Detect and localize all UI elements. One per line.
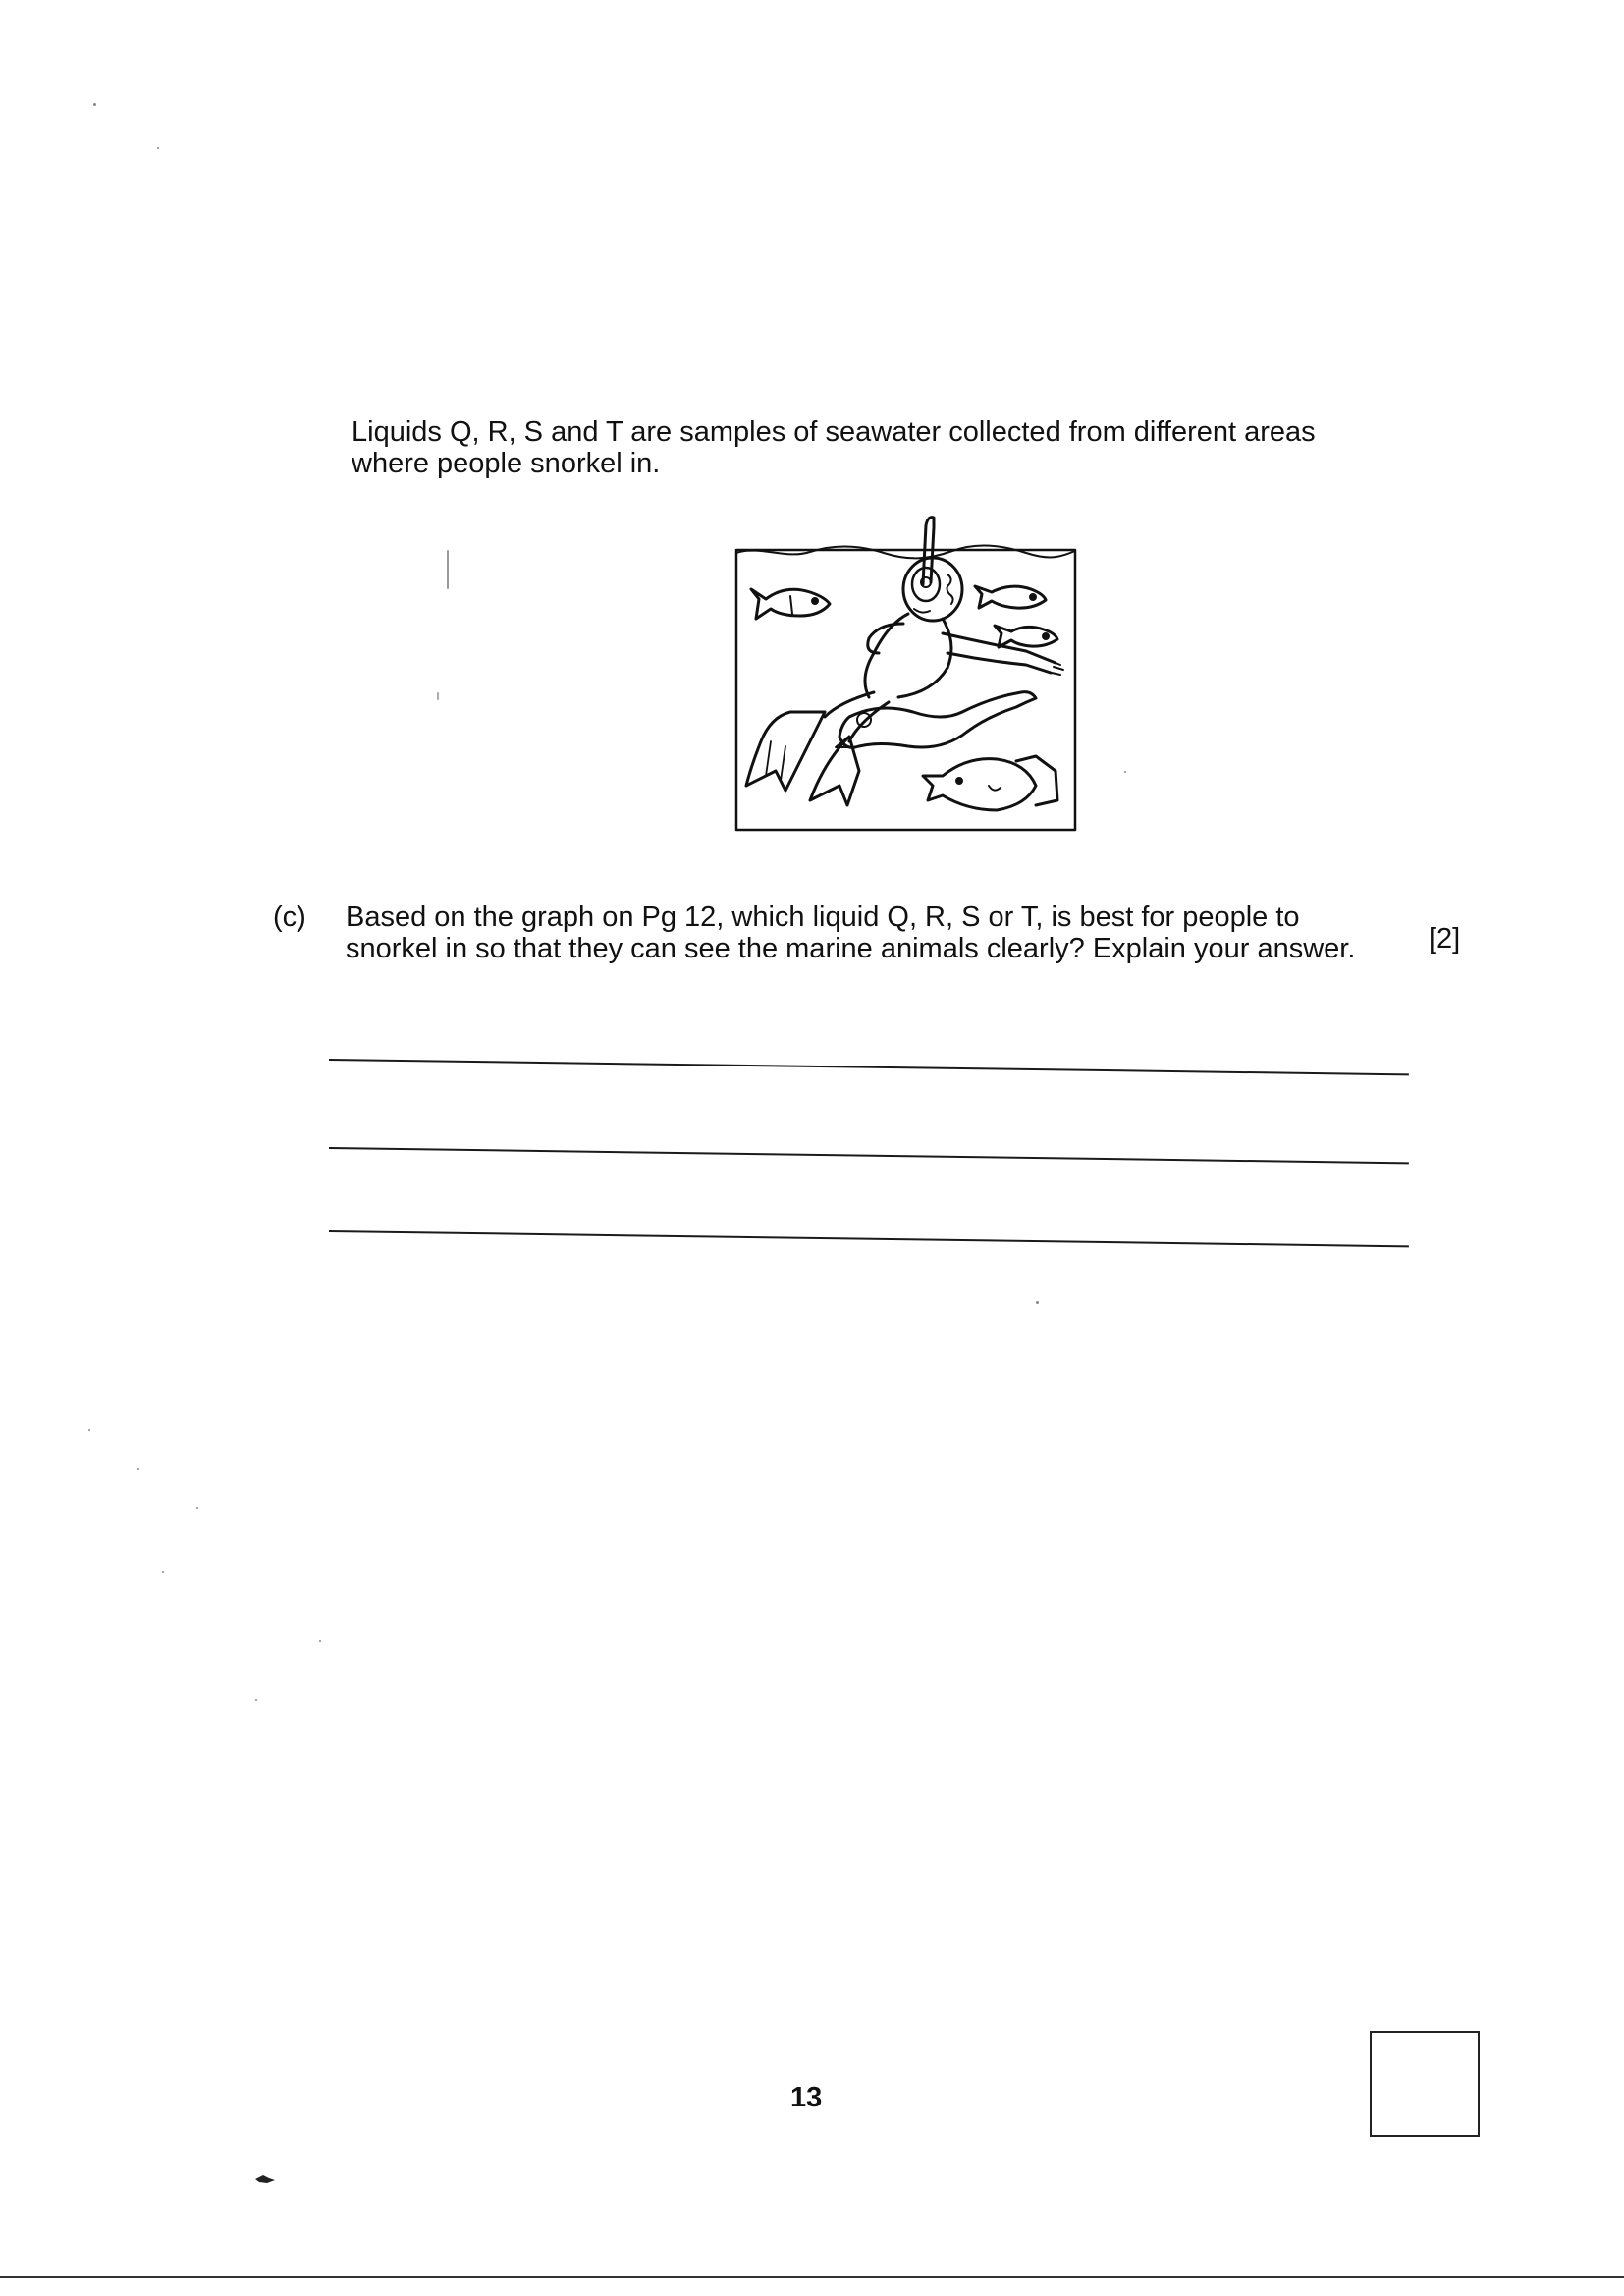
intro-line-2: where people snorkel in. — [352, 448, 661, 479]
intro-line-1: Liquids Q, R, S and T are samples of seawater collected from different areas — [352, 416, 1316, 448]
snorkeller-illustration — [731, 506, 1085, 835]
question-text — [346, 902, 1406, 964]
marks-box — [1370, 2031, 1480, 2137]
scan-artifact-icon — [253, 2172, 277, 2186]
large-fish — [839, 692, 1036, 748]
question-marks: [2] — [1429, 923, 1461, 955]
answer-line[interactable] — [329, 1059, 1409, 1075]
scan-speck — [1124, 771, 1126, 773]
scan-speck — [255, 1699, 257, 1701]
intro-paragraph — [352, 416, 1432, 479]
scan-speck — [319, 1640, 321, 1642]
scan-speck — [88, 1429, 90, 1431]
scan-speck — [93, 103, 96, 106]
scan-speck — [447, 550, 449, 589]
water-surface — [736, 545, 1075, 558]
scan-speck — [162, 1571, 164, 1573]
answer-line[interactable] — [329, 1147, 1409, 1164]
page-number: 13 — [790, 2082, 823, 2113]
scan-speck — [437, 692, 439, 700]
angelfish — [923, 759, 1036, 810]
question-label: (c) — [273, 902, 306, 933]
question-line-2: snorkel in so that they can see the marine animals clearly? Explain your answer. — [346, 933, 1356, 964]
answer-line[interactable] — [329, 1230, 1409, 1247]
scan-speck — [196, 1507, 198, 1509]
scan-speck — [1036, 1301, 1039, 1304]
scan-speck — [157, 147, 159, 149]
question-line-1: Based on the graph on Pg 12, which liquid Q, R, S or T, is best for people to — [346, 902, 1300, 933]
bottom-rule — [0, 2276, 1624, 2278]
scan-speck — [137, 1468, 139, 1470]
